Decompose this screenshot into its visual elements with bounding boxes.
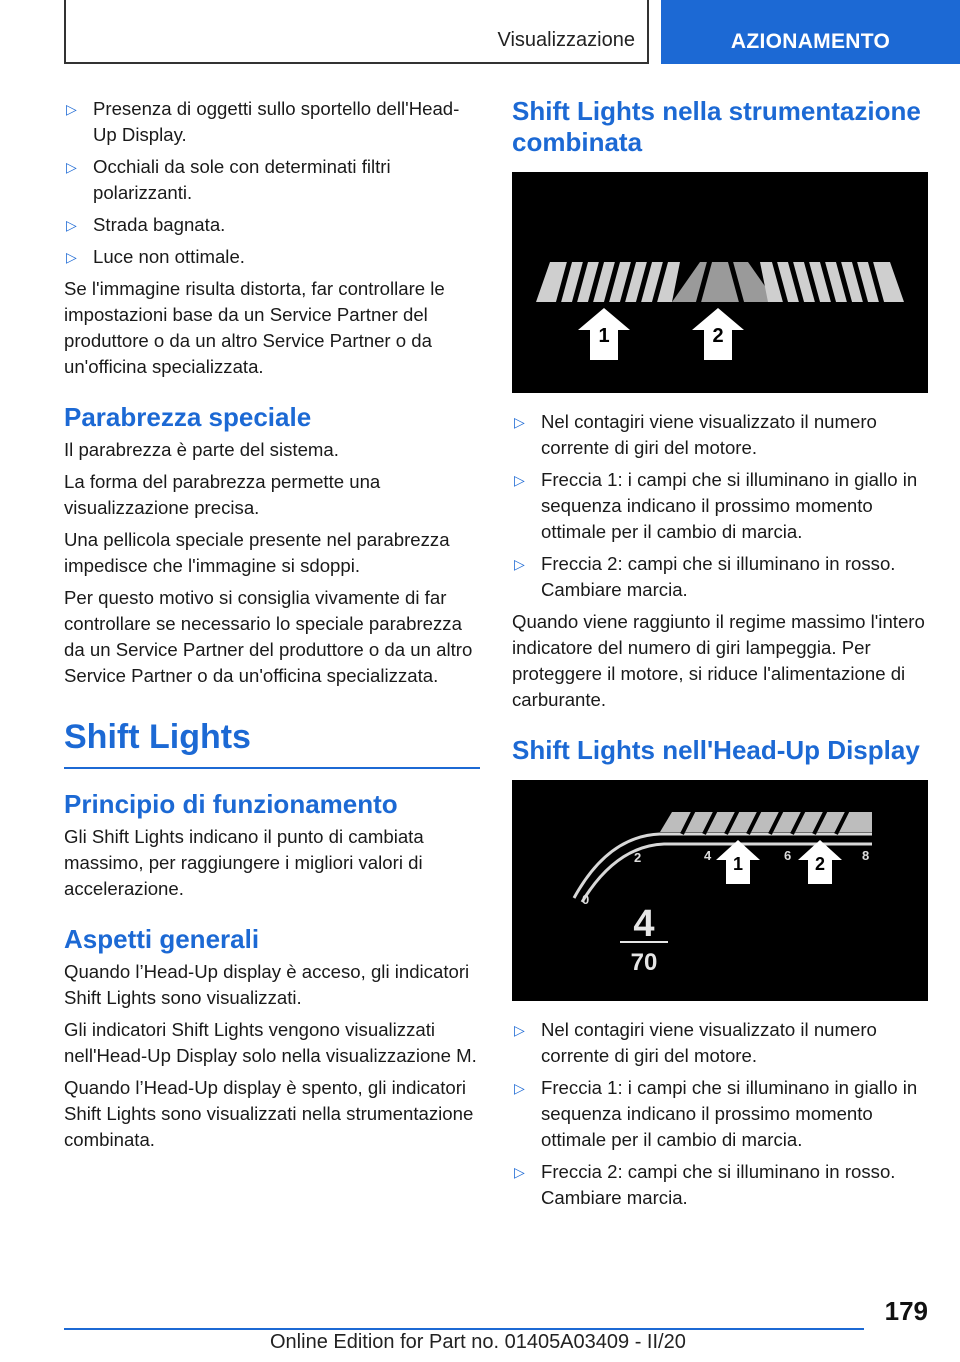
scale-label: 0 [582,892,590,907]
cluster-description-list [512,409,928,603]
aspetti-paragraph: Quando l’Head-Up display è spento, gli indicatori Shift Lights sono visualizzati nella strumentazione combinata. [64,1077,474,1150]
hud-description-list [512,1017,928,1211]
list-item: ▷ Nel contagiri viene visualizzato il numero corrente di giri del motore. [514,1019,877,1066]
list-item: ▷ Presenza di oggetti sullo sportello dell'Head-Up Display. [66,98,460,145]
list-item: ▷ Occhiali da sole con determinati filtri polarizzanti. [66,156,391,203]
shift-segments-center [672,262,776,302]
parabrezza-paragraph: Una pellicola speciale presente nel parabrezza impedisce che l'immagine si sdoppi. [64,529,450,576]
list-item: ▷ Strada bagnata. [64,212,480,238]
list-item: ▷ Freccia 1: i campi che si illuminano in giallo in sequenza indicano il prossimo momento ottimale per il cambio di marcia. [514,469,918,542]
hud-speed-readout: 70 [630,949,658,976]
heading-shift-lights-combinata: Shift Lights nella strumentazione combinata [512,96,921,157]
heading-shift-lights-hud: Shift Lights nell'Head-Up Display [512,735,920,765]
list-item: ▷ Luce non ottimale. [64,244,480,270]
scale-label: 4 [704,848,712,863]
aspetti-paragraph: Quando l’Head-Up display è acceso, gli indicatori Shift Lights sono visualizzati. [64,961,470,1008]
shift-light-bar [536,260,904,304]
heading-shift-lights: Shift Lights [64,715,480,769]
parabrezza-paragraph: La forma del parabrezza permette una visualizzazione precisa. [64,471,381,518]
regime-paragraph: Quando viene raggiunto il regime massimo l'intero indicatore del numero di giri lampeggia. Per proteggere il motore, si riduce l'alimentazione di carburante. [512,611,925,710]
arrow-2-label: 2 [712,325,724,347]
instrument-cluster-figure [512,172,928,393]
triangle-bullet-icon: ▷ [514,1080,525,1096]
condition-list [64,96,480,270]
heading-parabrezza: Parabrezza speciale [64,402,312,432]
list-item: ▷ Freccia 1: i campi che si illuminano in giallo in sequenza indicano il prossimo momento ottimale per il cambio di marcia. [514,1077,918,1150]
heading-aspetti: Aspetti generali [64,924,260,954]
left-column [64,96,480,1159]
arrow-1-label: 1 [732,854,744,874]
head-up-display-figure [512,780,928,1001]
arrow-1-label: 1 [598,325,610,347]
aspetti-paragraph: Gli indicatori Shift Lights vengono visualizzati nell'Head-Up Display solo nella visualizzazione M. [64,1019,477,1066]
edition-note: Online Edition for Part no. 01405A03409 - II/20 [270,1331,686,1353]
parabrezza-paragraph: Per questo motivo si consiglia vivamente di far controllare se necessario lo speciale parabrezza da un Service Partner del produttore o da un altro Service Partner o da un'officina specializzata. [64,587,473,686]
triangle-bullet-icon: ▷ [66,101,77,117]
footer-divider [64,1328,864,1330]
arrow-2-label: 2 [814,854,826,874]
triangle-bullet-icon: ▷ [514,1022,525,1038]
triangle-bullet-icon: ▷ [514,414,525,430]
header-section-box [64,0,649,64]
distortion-paragraph: Se l'immagine risulta distorta, far controllare le impostazioni base da un Service Partner del produttore o da un altro Service Partner o da un'officina specializzata. [64,278,445,377]
triangle-bullet-icon: ▷ [66,249,77,265]
page-number: 179 [884,1296,928,1326]
triangle-bullet-icon: ▷ [66,217,77,233]
scale-label: 8 [862,848,870,863]
list-item: ▷ Nel contagiri viene visualizzato il numero corrente di giri del motore. [514,411,877,458]
right-column [512,96,928,1217]
list-item: ▷ Freccia 2: campi che si illuminano in rosso. Cambiare marcia. [514,1161,896,1208]
heading-principio: Principio di funzionamento [64,789,398,819]
list-item: ▷ Freccia 2: campi che si illuminano in rosso. Cambiare marcia. [514,553,896,600]
hud-gear-readout: 4 [633,903,655,945]
parabrezza-paragraph: Il parabrezza è parte del sistema. [64,439,339,460]
header-chapter-tab: AZIONAMENTO [661,0,960,64]
principio-paragraph: Gli Shift Lights indicano il punto di cambiata massimo, per raggiungere i migliori valori di accelerazione. [64,826,424,899]
triangle-bullet-icon: ▷ [66,159,77,175]
scale-label: 2 [634,850,642,865]
scale-label: 6 [784,848,792,863]
triangle-bullet-icon: ▷ [514,556,525,572]
triangle-bullet-icon: ▷ [514,1164,525,1180]
triangle-bullet-icon: ▷ [514,472,525,488]
header-section-title: Visualizzazione [497,29,635,51]
